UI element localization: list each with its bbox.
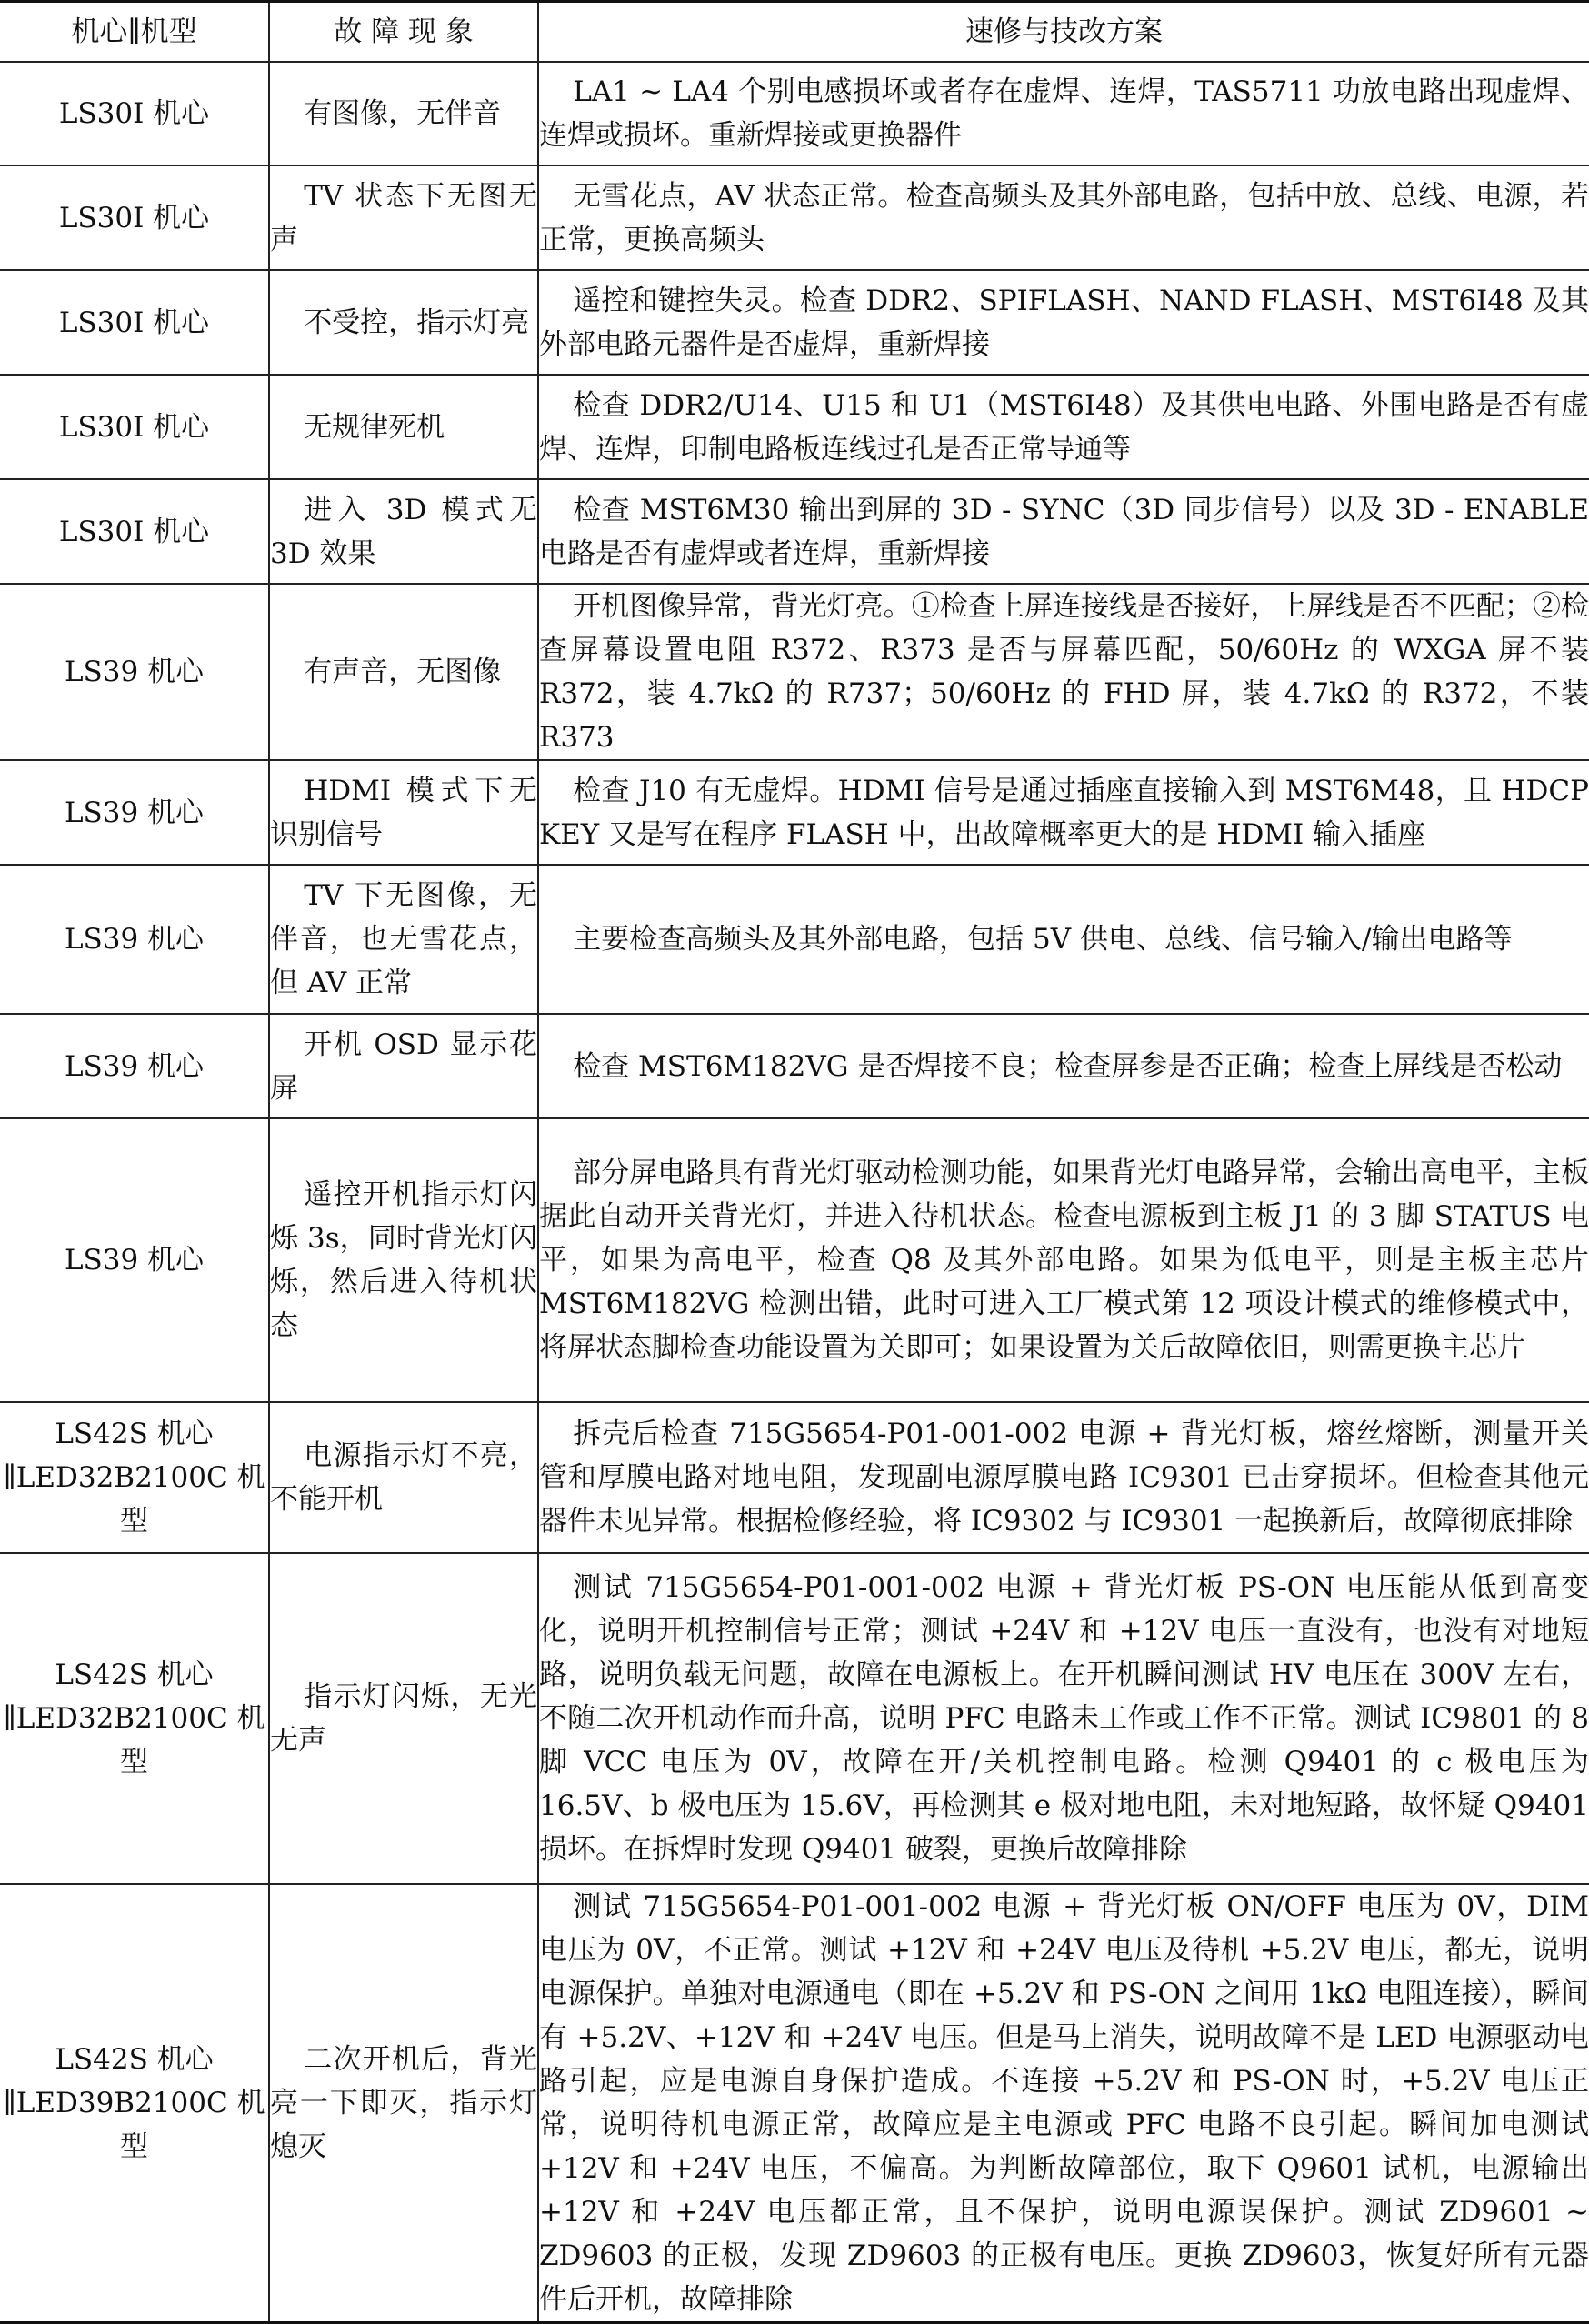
fix-cell: 检查 MST6M30 输出到屏的 3D - SYNC（3D 同步信号）以及 3D - ENABLE 电路是否有虚焊或者连焊，重新焊接 bbox=[538, 479, 1589, 584]
fault-cell: 无规律死机 bbox=[269, 375, 538, 479]
table-row bbox=[0, 760, 1589, 865]
model-cell: LS42S 机心∥LED32B2100C 机型 bbox=[0, 1553, 269, 1884]
model-cell: LS39 机心 bbox=[0, 1014, 269, 1118]
model-cell: LS30I 机心 bbox=[0, 479, 269, 584]
model-cell: LS42S 机心∥LED32B2100C 机型 bbox=[0, 1402, 269, 1553]
table-row bbox=[0, 1014, 1589, 1118]
fault-cell: 开机 OSD 显示花屏 bbox=[269, 1014, 538, 1118]
table-row bbox=[0, 1553, 1589, 1884]
fault-cell: 有声音，无图像 bbox=[269, 584, 538, 760]
table-row bbox=[0, 1402, 1589, 1553]
model-cell: LS39 机心 bbox=[0, 584, 269, 760]
table-row bbox=[0, 479, 1589, 584]
fault-cell: TV 状态下无图无声 bbox=[269, 165, 538, 270]
model-cell: LS30I 机心 bbox=[0, 62, 269, 165]
table-row bbox=[0, 62, 1589, 165]
fix-cell: 测试 715G5654-P01-001-002 电源 + 背光灯板 PS-ON 电压能从低到高变化，说明开机控制信号正常；测试 +24V 和 +12V 电压一直没有，也没有对地短路，说明负载无问题，故障在电源板上。在开机瞬间测试 HV 电压在 300V 左右，不随二次开机动作而升高，说明 PFC 电路未工作或工作不正常。测试 IC9801 的 8 脚 VCC 电压为 0V，故障在开/关机控制电路。检测 Q9401 的 c 极电压为 16.5V、b 极电压为 15.6V，再检测其 e 极对地电阻，未对地短路，故怀疑 Q9401 损坏。在拆焊时发现 Q9401 破裂，更换后故障排除 bbox=[538, 1553, 1589, 1884]
model-cell: LS42S 机心∥LED39B2100C 机型 bbox=[0, 1884, 269, 2323]
fix-cell: 测试 715G5654-P01-001-002 电源 + 背光灯板 ON/OFF 电压为 0V，DIM 电压为 0V，不正常。测试 +12V 和 +24V 电压及待机 +5.2V 电压，都无，说明电源保护。单独对电源通电（即在 +5.2V 和 PS-ON 之间用 1kΩ 电阻连接），瞬间有 +5.2V、+12V 和 +24V 电压。但是马上消失，说明故障不是 LED 电源驱动电路引起，应是电源自身保护造成。不连接 +5.2V 和 PS-ON 时，+5.2V 电压正常，说明待机电源正常，故障应是主电源或 PFC 电路不良引起。瞬间加电测试 +12V 和 +24V 电压，不偏高。为判断故障部位，取下 Q9601 试机，电源输出 +12V 和 +24V 电压都正常，且不保护，说明电源误保护。测试 ZD9601 ~ ZD9603 的正极，发现 ZD9603 的正极有电压。更换 ZD9603，恢复好所有元器件后开机，故障排除 bbox=[538, 1884, 1589, 2323]
repair-table-body bbox=[0, 2, 1589, 2323]
fault-cell: 有图像，无伴音 bbox=[269, 62, 538, 165]
fix-cell: 拆壳后检查 715G5654-P01-001-002 电源 + 背光灯板，熔丝熔断，测量开关管和厚膜电路对地电阻，发现副电源厚膜电路 IC9301 已击穿损坏。但检查其他元器件未见异常。根据检修经验，将 IC9302 与 IC9301 一起换新后，故障彻底排除 bbox=[538, 1402, 1589, 1553]
fault-cell: 电源指示灯不亮，不能开机 bbox=[269, 1402, 538, 1553]
fix-cell: 遥控和键控失灵。检查 DDR2、SPIFLASH、NAND FLASH、MST6I48 及其外部电路元器件是否虚焊，重新焊接 bbox=[538, 270, 1589, 375]
fix-cell: 部分屏电路具有背光灯驱动检测功能，如果背光灯电路异常，会输出高电平，主板据此自动开关背光灯，并进入待机状态。检查电源板到主板 J1 的 3 脚 STATUS 电平，如果为高电平，检查 Q8 及其外部电路。如果为低电平，则是主板主芯片 MST6M182VG 检测出错，此时可进入工厂模式第 12 项设计模式的维修模式中，将屏状态脚检查功能设置为关即可；如果设置为关后故障依旧，则需更换主芯片 bbox=[538, 1118, 1589, 1402]
table-row bbox=[0, 270, 1589, 375]
fix-cell: 检查 MST6M182VG 是否焊接不良；检查屏参是否正确；检查上屏线是否松动 bbox=[538, 1014, 1589, 1118]
fault-cell: 指示灯闪烁，无光无声 bbox=[269, 1553, 538, 1884]
model-cell: LS30I 机心 bbox=[0, 270, 269, 375]
fix-cell: 检查 J10 有无虚焊。HDMI 信号是通过插座直接输入到 MST6M48，且 HDCP KEY 又是写在程序 FLASH 中，出故障概率更大的是 HDMI 输入插座 bbox=[538, 760, 1589, 865]
table-header-row bbox=[0, 2, 1589, 63]
fault-cell: TV 下无图像，无伴音，也无雪花点，但 AV 正常 bbox=[269, 865, 538, 1014]
fix-cell: 开机图像异常，背光灯亮。①检查上屏连接线是否接好，上屏线是否不匹配；②检查屏幕设置电阻 R372、R373 是否与屏幕匹配，50/60Hz 的 WXGA 屏不装 R372，装 4.7kΩ 的 R737；50/60Hz 的 FHD 屏，装 4.7kΩ 的 R372，不装 R373 bbox=[538, 584, 1589, 760]
model-cell: LS39 机心 bbox=[0, 760, 269, 865]
fault-cell: HDMI 模式下无识别信号 bbox=[269, 760, 538, 865]
model-cell: LS39 机心 bbox=[0, 1118, 269, 1402]
model-cell: LS39 机心 bbox=[0, 865, 269, 1014]
header-fix: 速修与技改方案 bbox=[538, 2, 1589, 63]
table-row bbox=[0, 1884, 1589, 2323]
fault-cell: 不受控，指示灯亮 bbox=[269, 270, 538, 375]
table-row bbox=[0, 165, 1589, 270]
fix-cell: 无雪花点，AV 状态正常。检查高频头及其外部电路，包括中放、总线、电源，若正常，更换高频头 bbox=[538, 165, 1589, 270]
header-model: 机心∥机型 bbox=[0, 2, 269, 63]
model-cell: LS30I 机心 bbox=[0, 165, 269, 270]
table-row bbox=[0, 375, 1589, 479]
model-cell: LS30I 机心 bbox=[0, 375, 269, 479]
fault-cell: 二次开机后，背光亮一下即灭，指示灯熄灭 bbox=[269, 1884, 538, 2323]
table-row bbox=[0, 1118, 1589, 1402]
fault-cell: 进入 3D 模式无 3D 效果 bbox=[269, 479, 538, 584]
table-row bbox=[0, 865, 1589, 1014]
table-row bbox=[0, 584, 1589, 760]
header-fault: 故 障 现 象 bbox=[269, 2, 538, 63]
fix-cell: 检查 DDR2/U14、U15 和 U1（MST6I48）及其供电电路、外围电路是否有虚焊、连焊，印制电路板连线过孔是否正常导通等 bbox=[538, 375, 1589, 479]
fault-cell: 遥控开机指示灯闪烁 3s，同时背光灯闪烁，然后进入待机状态 bbox=[269, 1118, 538, 1402]
fix-cell: LA1 ~ LA4 个别电感损坏或者存在虚焊、连焊，TAS5711 功放电路出现虚焊、连焊或损坏。重新焊接或更换器件 bbox=[538, 62, 1589, 165]
fix-cell: 主要检查高频头及其外部电路，包括 5V 供电、总线、信号输入/输出电路等 bbox=[538, 865, 1589, 1014]
